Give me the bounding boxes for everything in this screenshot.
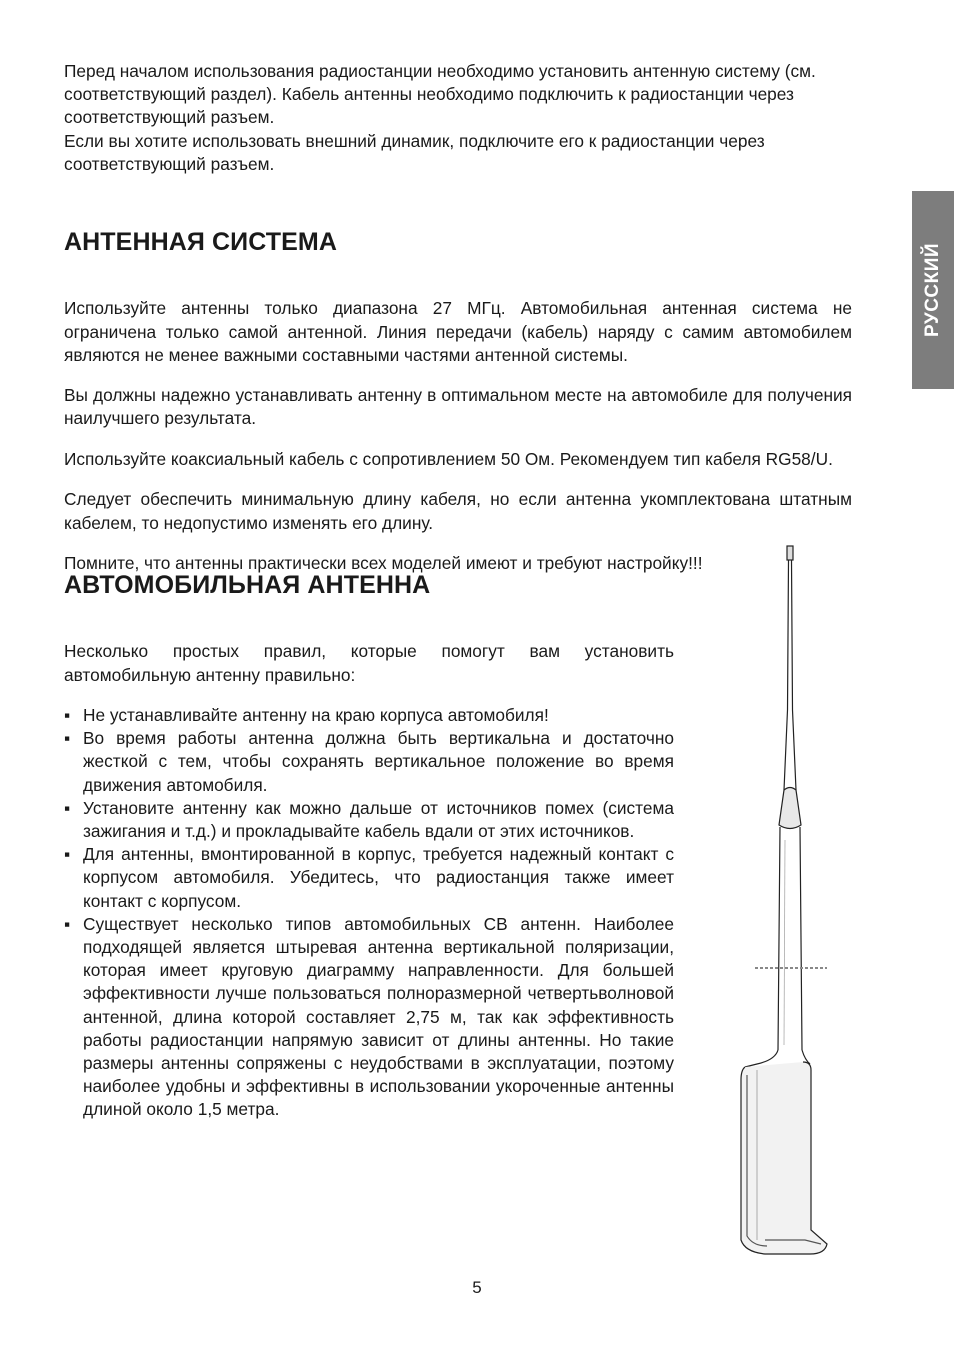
car-antenna-lead: Несколько простых правил, которые помогут вам установить автомобильную антенну правильно: xyxy=(64,641,674,685)
antenna-base xyxy=(741,1062,827,1254)
antenna-mast xyxy=(778,827,802,1050)
antenna-system-paragraph: Помните, что антенны практически всех моделей имеют и требуют настройку!!! xyxy=(64,553,703,574)
language-tab-label: РУССКИЙ xyxy=(922,242,943,338)
language-tab xyxy=(912,191,954,389)
list-item xyxy=(64,727,674,797)
bullet: ▪ xyxy=(64,844,71,865)
intro-paragraph: Если вы хотите использовать внешний динамик, подключите его к радиостанции через соответствующий разъем. xyxy=(64,130,765,174)
bullet: ▪ xyxy=(64,913,71,934)
intro-paragraph: Перед началом использования радиостанции необходимо установить антенную систему (см. соответствующий раздел). Кабель антенны необходимо подключить к радиостанции через соответствующий разъем. xyxy=(64,61,816,128)
bullet: ▪ xyxy=(64,728,71,749)
list-item-text: Во время работы антенна должна быть вертикальна и достаточно жесткой с тем, чтобы сохранять вертикальное положение во время движения автомобиля. xyxy=(83,728,674,795)
bullet: ▪ xyxy=(64,705,71,725)
list-item xyxy=(64,704,674,727)
list-item-text: Существует несколько типов автомобильных СВ антенн. Наиболее подходящей является штыревая антенна вертикальной поляризации, которая имеет круговую диаграмму направленности. Для большей эффективности лучше пользоваться полноразмерной четвертьволновой антенной, длина которой составляет 2,75 м, так как эффективность работы радиостанции напрямую зависит от длины антенны. Но такие размеры антенны сопряжены с неудобствами в эксплуатации, поэтому наиболее удобны и эффективны в использовании укороченные антенны длиной около 1,5 метра. xyxy=(83,913,674,1120)
list-item-text: Не устанавливайте антенну на краю корпуса автомобиля! xyxy=(83,705,549,725)
section-title-car-antenna: АВТОМОБИЛЬНАЯ АНТЕННА xyxy=(64,571,431,599)
list-item-text: Для антенны, вмонтированной в корпус, требуется надежный контакт с корпусом автомобиля. Убедитесь, что радиостанция также имеет контакт с корпусом. xyxy=(83,844,674,911)
intro-text xyxy=(64,60,854,176)
car-antenna-illustration xyxy=(735,540,835,1265)
page-number: 5 xyxy=(472,1278,482,1297)
antenna-tip xyxy=(787,546,793,560)
rules-list xyxy=(64,704,674,1122)
antenna-system-paragraph: Используйте антенны только диапазона 27 МГц. Автомобильная антенная система не ограничена только самой антенной. Линия передачи (кабель) наряду с самим автомобилем являются не менее важными составными частями антенной системы. xyxy=(64,298,852,365)
antenna-system-text xyxy=(64,280,852,593)
antenna-whip xyxy=(788,560,793,710)
antenna-system-paragraph: Используйте коаксиальный кабель с сопротивлением 50 Ом. Рекомендуем тип кабеля RG58/U. xyxy=(64,448,833,469)
antenna-system-paragraph: Следует обеспечить минимальную длину кабеля, но если антенна укомплектована штатным кабелем, то недопустимо изменять его длину. xyxy=(64,489,852,533)
bullet: ▪ xyxy=(64,797,71,818)
list-item xyxy=(64,843,674,913)
antenna-system-paragraph: Вы должны надежно устанавливать антенну в оптимальном месте на автомобиле для получения наилучшего результата. xyxy=(64,385,852,429)
section-title-antenna-system: АНТЕННАЯ СИСТЕМА xyxy=(64,228,338,256)
list-item xyxy=(64,797,674,843)
antenna-ferrule xyxy=(779,788,801,829)
list-item-text: Установите антенну как можно дальше от источников помех (система зажигания и т.д.) и прокладывайте кабель вдали от этих источников. xyxy=(83,797,674,842)
car-antenna-text xyxy=(64,623,674,1122)
list-item xyxy=(64,913,674,1122)
